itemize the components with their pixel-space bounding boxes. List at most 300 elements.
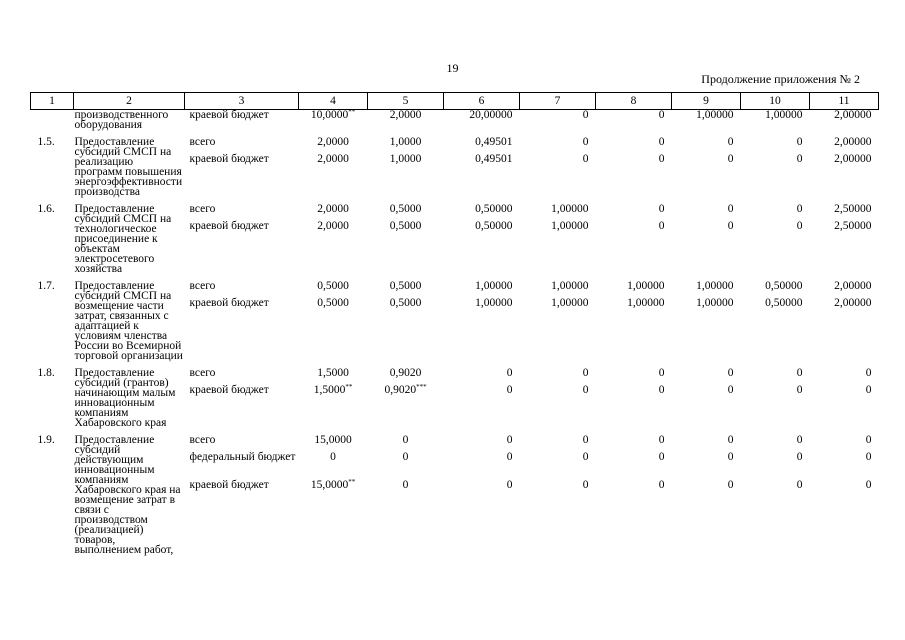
value [520, 452, 589, 480]
value-text: 0 [658, 153, 665, 165]
value-text: 0,49501 [475, 136, 513, 148]
value-cell-col-9 [672, 110, 741, 131]
value-cell-col-10 [741, 435, 810, 555]
value-text: 0 [727, 479, 734, 491]
item-name-text: производственного оборудования [74, 109, 169, 131]
table-row [31, 204, 879, 274]
value-text: 0 [865, 451, 872, 463]
value [299, 435, 368, 452]
row-spacer [31, 361, 879, 368]
column-header: 4 [299, 93, 368, 110]
value-text: 1,0000 [389, 153, 422, 165]
value [368, 452, 444, 480]
value-cell-col-11 [810, 204, 879, 274]
row-spacer [31, 428, 879, 435]
value-cell-col-4 [299, 368, 368, 428]
value-text: 0 [727, 220, 734, 232]
value-text: 1,00000 [475, 297, 513, 309]
value [596, 154, 665, 171]
value-text: 2,0000 [389, 109, 422, 121]
value-text: 0 [582, 384, 589, 396]
value [299, 385, 368, 402]
item-number: 1.5. [37, 136, 55, 148]
value [596, 452, 665, 480]
value-text: 1,00000 [696, 297, 734, 309]
value [444, 298, 513, 315]
value [741, 221, 803, 238]
value [672, 452, 734, 480]
value [810, 221, 872, 238]
value-cell-col-5 [368, 281, 444, 361]
value-text: 0 [658, 367, 665, 379]
value-cell-col-6 [444, 204, 520, 274]
value-text: 0,5000 [317, 297, 349, 309]
value-text: 2,50000 [834, 220, 872, 232]
value-text: 15,0000 [314, 434, 352, 446]
value [520, 154, 589, 171]
footnote-mark: ** [348, 478, 356, 486]
value [444, 221, 513, 238]
value [672, 221, 734, 238]
value [672, 298, 734, 315]
value-text: 0,49501 [475, 153, 513, 165]
footnote-mark: ** [345, 383, 353, 391]
value-cell-col-5 [368, 435, 444, 555]
value-text: 0,50000 [475, 220, 513, 232]
value-cell-col-9 [672, 281, 741, 361]
continuation-label: Продолжение приложения № 2 [701, 72, 860, 86]
column-number-row [31, 93, 879, 110]
value-cell-col-7 [520, 204, 596, 274]
value-text: 0 [582, 109, 589, 121]
value-cell-col-5 [368, 368, 444, 428]
value-text: 1,00000 [551, 220, 589, 232]
value-text: 0 [506, 367, 513, 379]
value [368, 281, 444, 298]
value-cell-col-8 [596, 204, 672, 274]
value [596, 480, 665, 497]
item-name [74, 110, 185, 131]
table-row [31, 110, 879, 131]
value-text: 0 [658, 136, 665, 148]
value [299, 452, 368, 480]
value [596, 221, 665, 238]
column-header: 1 [31, 93, 74, 110]
item-number: 1.9. [37, 434, 55, 446]
funding-source-label: краевой бюджет [189, 479, 269, 491]
value [741, 298, 803, 315]
item-name-text: Предоставление субсидий действующим инновационным компаниям Хабаровского края на возмещение затрат в связи с производством (реализацией) товаров, выполнением работ, [74, 434, 181, 556]
value-text: 0 [796, 203, 803, 215]
funding-source-label: всего [189, 280, 216, 292]
value-text: 0 [330, 451, 336, 463]
value-text: 1,00000 [627, 297, 665, 309]
value-text: 0 [658, 384, 665, 396]
value-text: 0 [658, 434, 665, 446]
value [810, 137, 872, 154]
value-cell-col-8 [596, 368, 672, 428]
value-text: 2,00000 [834, 153, 872, 165]
column-header: 10 [741, 93, 810, 110]
value-cell-col-10 [741, 110, 810, 131]
value-text: 2,50000 [834, 203, 872, 215]
column-header: 2 [74, 93, 185, 110]
value [672, 480, 734, 497]
value-text: 0 [402, 479, 409, 491]
value [299, 110, 368, 127]
value [368, 368, 444, 385]
column-header: 7 [520, 93, 596, 110]
value [520, 385, 589, 402]
value [299, 154, 368, 171]
value-text: 0 [727, 434, 734, 446]
value-text: 0 [727, 384, 734, 396]
row-spacer [31, 197, 879, 204]
item-name [74, 368, 185, 428]
value-text: 0 [727, 136, 734, 148]
item-name-text: Предоставление субсидий СМСП на возмещение части затрат, связанных с адаптацией к условиям членства России во Всемирной торговой организации [74, 280, 183, 362]
value [368, 480, 444, 497]
item-name-text: Предоставление субсидий (грантов) начинающим малым инновационным компаниям Хабаровского края [74, 367, 176, 429]
value [444, 480, 513, 497]
value-cell-col-5 [368, 110, 444, 131]
table-row [31, 435, 879, 555]
item-number: 1.6. [37, 203, 55, 215]
funding-source-cell [185, 110, 299, 131]
value [444, 385, 513, 402]
value-text: 0,50000 [765, 297, 803, 309]
value-text: 0 [796, 434, 803, 446]
value-cell-col-9 [672, 137, 741, 197]
value [741, 281, 803, 298]
value-cell-col-6 [444, 435, 520, 555]
value [444, 435, 513, 452]
value [672, 281, 734, 298]
value-cell-col-7 [520, 281, 596, 361]
value-text: 0 [582, 451, 589, 463]
value-cell-col-10 [741, 137, 810, 197]
value [368, 385, 444, 402]
column-header: 5 [368, 93, 444, 110]
funding-source-cell [185, 435, 299, 555]
value-text: 0 [402, 451, 409, 463]
value-text: 15,0000 [310, 479, 349, 491]
value [596, 110, 665, 127]
value-text: 1,00000 [627, 280, 665, 292]
value-cell-col-7 [520, 137, 596, 197]
value-text: 2,0000 [317, 203, 349, 215]
value-text: 0 [582, 367, 589, 379]
value-cell-col-9 [672, 435, 741, 555]
value [672, 154, 734, 171]
value-cell-col-11 [810, 368, 879, 428]
value [368, 298, 444, 315]
value-text: 2,00000 [834, 109, 872, 121]
funding-source-cell [185, 281, 299, 361]
table-row [31, 137, 879, 197]
funding-source-label: всего [189, 367, 216, 379]
funding-table [30, 92, 879, 555]
value-cell-col-9 [672, 204, 741, 274]
value [520, 281, 589, 298]
value-text: 0 [582, 136, 589, 148]
value-text: 0,5000 [389, 203, 422, 215]
value [810, 368, 872, 385]
value [520, 435, 589, 452]
value-cell-col-5 [368, 204, 444, 274]
value-text: 0 [796, 451, 803, 463]
value-text: 0,50000 [765, 280, 803, 292]
value [299, 281, 368, 298]
column-header: 3 [185, 93, 299, 110]
value-text: 0 [506, 434, 513, 446]
value-cell-col-10 [741, 368, 810, 428]
value [672, 435, 734, 452]
value-text: 0 [506, 384, 513, 396]
value [299, 221, 368, 238]
value-text: 0 [658, 220, 665, 232]
value [444, 204, 513, 221]
value-text: 0 [658, 479, 665, 491]
value [368, 137, 444, 154]
value-cell-col-7 [520, 435, 596, 555]
footnote-mark: *** [416, 383, 427, 391]
funding-source-label: всего [189, 136, 216, 148]
value-text: 0 [796, 136, 803, 148]
funding-source-cell [185, 137, 299, 197]
value-cell-col-6 [444, 137, 520, 197]
value-text: 0 [796, 220, 803, 232]
value [299, 480, 368, 497]
value [810, 110, 872, 127]
value [741, 435, 803, 452]
value-text: 0 [865, 434, 872, 446]
value-text: 0 [727, 203, 734, 215]
value-text: 0 [506, 451, 513, 463]
value-text: 0 [582, 153, 589, 165]
funding-source-label: всего [189, 434, 216, 446]
value-text: 2,0000 [317, 220, 349, 232]
value [810, 435, 872, 452]
value-text: 0,9020 [389, 367, 422, 379]
table-row [31, 281, 879, 361]
value-text: 0,50000 [475, 203, 513, 215]
funding-source-cell [185, 368, 299, 428]
value-cell-col-8 [596, 137, 672, 197]
value-text: 0 [506, 479, 513, 491]
value-text: 0 [727, 367, 734, 379]
item-name-text: Предоставление субсидий СМСП на технологическое присоединение к объектам электросетевого хозяйства [74, 203, 172, 275]
value [520, 298, 589, 315]
value-cell-col-6 [444, 368, 520, 428]
value-text: 1,00000 [475, 280, 513, 292]
funding-source-label: краевой бюджет [189, 109, 269, 121]
footnote-mark: ** [348, 108, 356, 116]
value [672, 204, 734, 221]
value-cell-col-11 [810, 110, 879, 131]
value-text: 0,9020 [384, 384, 417, 396]
value [596, 281, 665, 298]
value [596, 137, 665, 154]
value-text: 0 [582, 479, 589, 491]
funding-source-label: федеральный бюджет [189, 451, 296, 463]
value-cell-col-11 [810, 435, 879, 555]
value [444, 368, 513, 385]
value-text: 10,0000 [310, 109, 349, 121]
value-text: 0 [865, 384, 872, 396]
value-text: 0 [402, 434, 409, 446]
value-text: 0 [865, 479, 872, 491]
value [299, 298, 368, 315]
value-text: 2,00000 [834, 280, 872, 292]
value-text: 0 [658, 109, 665, 121]
value [444, 281, 513, 298]
item-name-text: Предоставление субсидий СМСП на реализацию программ повышения энергоэффективности производства [74, 136, 183, 198]
value [741, 204, 803, 221]
value [810, 204, 872, 221]
value [741, 137, 803, 154]
value-text: 1,00000 [696, 109, 734, 121]
value-text: 1,00000 [551, 203, 589, 215]
value [444, 452, 513, 480]
value [520, 137, 589, 154]
value-text: 0 [658, 451, 665, 463]
item-name [74, 204, 185, 274]
value-text: 2,00000 [834, 297, 872, 309]
column-header: 9 [672, 93, 741, 110]
value [368, 435, 444, 452]
value [596, 435, 665, 452]
item-number: 1.7. [37, 280, 55, 292]
value [596, 298, 665, 315]
value [672, 110, 734, 127]
value-text: 20,00000 [469, 109, 513, 121]
value-text: 0 [796, 479, 803, 491]
value [810, 385, 872, 402]
value-cell-col-4 [299, 435, 368, 555]
value-text: 1,00000 [765, 109, 803, 121]
value [368, 221, 444, 238]
value-text: 0 [658, 203, 665, 215]
value-text: 0,5000 [389, 220, 422, 232]
value [444, 137, 513, 154]
value-text: 0,5000 [389, 297, 422, 309]
value-cell-col-7 [520, 368, 596, 428]
item-name [74, 281, 185, 361]
value [368, 204, 444, 221]
funding-source-label: краевой бюджет [189, 297, 269, 309]
page-number: 19 [446, 61, 459, 75]
value [810, 281, 872, 298]
value [672, 368, 734, 385]
item-name [74, 137, 185, 197]
value-cell-col-7 [520, 110, 596, 131]
value [741, 385, 803, 402]
value-text: 0 [727, 153, 734, 165]
value-cell-col-6 [444, 110, 520, 131]
item-number [31, 110, 74, 131]
value [520, 110, 589, 127]
value-cell-col-8 [596, 110, 672, 131]
row-spacer [31, 130, 879, 137]
row-spacer [31, 274, 879, 281]
column-header: 11 [810, 93, 879, 110]
value-cell-col-10 [741, 281, 810, 361]
value [741, 480, 803, 497]
value-cell-col-4 [299, 281, 368, 361]
value-text: 2,00000 [834, 136, 872, 148]
table-row [31, 368, 879, 428]
value-cell-col-11 [810, 281, 879, 361]
value-text: 2,0000 [317, 153, 349, 165]
value [596, 204, 665, 221]
value [810, 480, 872, 497]
value-cell-col-4 [299, 110, 368, 131]
value-text: 0 [796, 367, 803, 379]
value-cell-col-8 [596, 281, 672, 361]
value [368, 154, 444, 171]
value-text: 1,00000 [551, 297, 589, 309]
value-cell-col-5 [368, 137, 444, 197]
value-cell-col-11 [810, 137, 879, 197]
value-text: 0 [865, 367, 872, 379]
item-number: 1.8. [37, 367, 55, 379]
value-text: 1,00000 [551, 280, 589, 292]
value [672, 385, 734, 402]
value [810, 154, 872, 171]
value [368, 110, 444, 127]
value-text: 0 [796, 384, 803, 396]
funding-source-label: всего [189, 203, 216, 215]
value [520, 221, 589, 238]
value-text: 1,00000 [696, 280, 734, 292]
value-text: 0 [727, 451, 734, 463]
value [299, 137, 368, 154]
value [741, 110, 803, 127]
value [741, 452, 803, 480]
item-name [74, 435, 185, 555]
funding-source-label: краевой бюджет [189, 220, 269, 232]
value [672, 137, 734, 154]
value [810, 298, 872, 315]
value-text: 2,0000 [317, 136, 349, 148]
value [741, 154, 803, 171]
column-header: 8 [596, 93, 672, 110]
value-cell-col-4 [299, 204, 368, 274]
funding-source-label: краевой бюджет [189, 153, 269, 165]
value-text: 1,5000 [317, 367, 349, 379]
value [299, 204, 368, 221]
funding-source-cell [185, 204, 299, 274]
value [520, 204, 589, 221]
value-text: 0,5000 [317, 280, 349, 292]
value-cell-col-4 [299, 137, 368, 197]
value [520, 368, 589, 385]
value-cell-col-10 [741, 204, 810, 274]
value [596, 385, 665, 402]
value [810, 452, 872, 480]
funding-source-label: краевой бюджет [189, 384, 269, 396]
value-cell-col-6 [444, 281, 520, 361]
value [596, 368, 665, 385]
value-text: 1,5000 [313, 384, 346, 396]
value-text: 0 [796, 153, 803, 165]
column-header: 6 [444, 93, 520, 110]
value [299, 368, 368, 385]
value [444, 110, 513, 127]
value-cell-col-9 [672, 368, 741, 428]
value [444, 154, 513, 171]
